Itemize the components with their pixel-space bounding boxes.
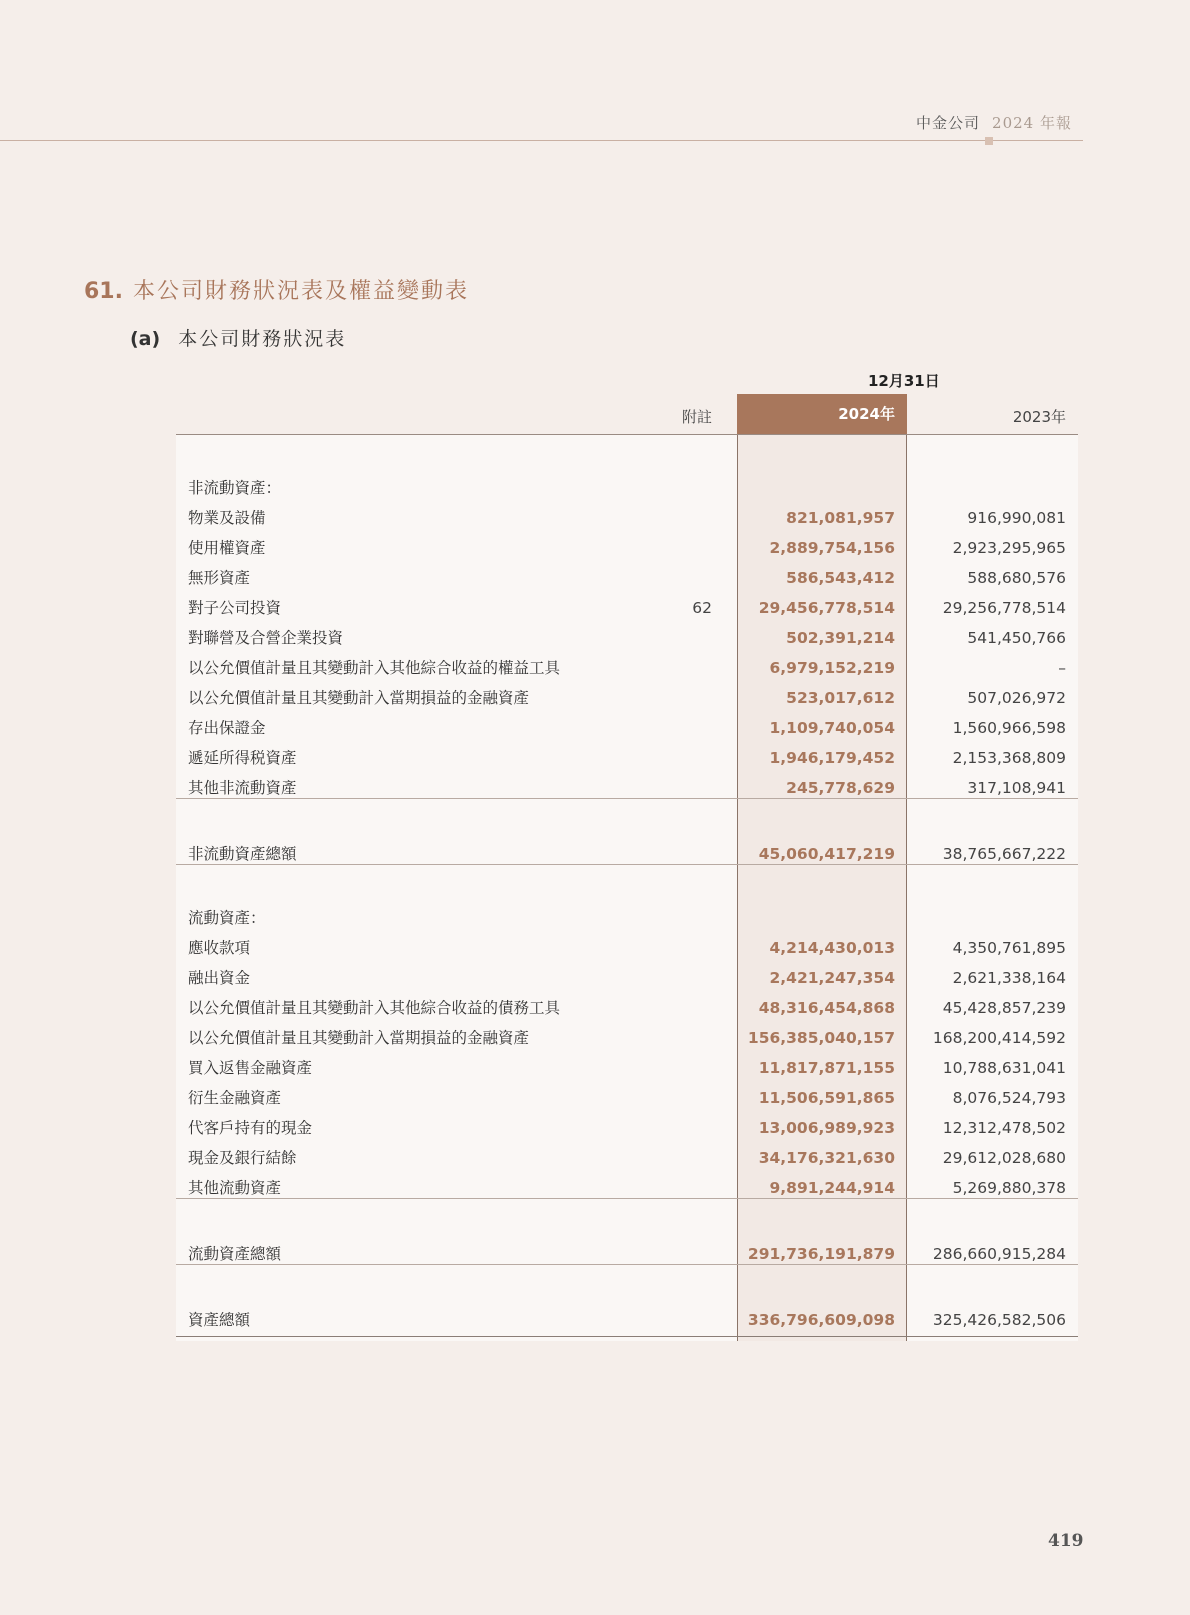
row-current: 291,736,191,879 [747, 1245, 895, 1263]
row-current: 821,081,957 [786, 509, 895, 527]
row-label: 對聯營及合營企業投資 [188, 629, 344, 647]
row-prior: 507,026,972 [967, 689, 1066, 707]
table-row [176, 1078, 1078, 1108]
row-prior: 5,269,880,378 [952, 1179, 1066, 1197]
row-label: 存出保證金 [188, 719, 266, 737]
row-current: 9,891,244,914 [769, 1179, 895, 1197]
row-current: 2,889,754,156 [769, 539, 895, 557]
section-title-text: 本公司財務狀況表及權益變動表 [132, 279, 469, 304]
row-prior: 168,200,414,592 [932, 1029, 1066, 1047]
row-label: 以公允價值計量且其變動計入其他綜合收益的權益工具 [188, 659, 561, 677]
row-prior: 541,450,766 [967, 629, 1066, 647]
table-row [176, 558, 1078, 588]
table-row [176, 618, 1078, 648]
row-prior: 12,312,478,502 [942, 1119, 1066, 1137]
noncurrent-heading: 非流動資產： [188, 479, 282, 497]
subtotal-row [176, 832, 1078, 864]
row-current: 502,391,214 [786, 629, 895, 647]
row-label: 使用權資產 [188, 539, 266, 557]
row-current: 586,543,412 [786, 569, 895, 587]
row-current: 48,316,454,868 [758, 999, 895, 1017]
row-label: 流動資產總額 [188, 1245, 282, 1263]
row-prior: 2,621,338,164 [952, 969, 1066, 987]
row-current: 4,214,430,013 [769, 939, 895, 957]
col-header-note: 附註 [681, 408, 712, 426]
table-row [176, 648, 1078, 678]
row-label: 非流動資產總額 [188, 845, 297, 863]
subsection-title-text: 本公司財務狀況表 [178, 328, 347, 350]
row-prior: 588,680,576 [967, 569, 1066, 587]
table-row [176, 588, 1078, 618]
row-prior: 325,426,582,506 [932, 1311, 1066, 1329]
table-row [176, 1138, 1078, 1168]
row-label: 代客戶持有的現金 [188, 1119, 313, 1137]
row-current: 156,385,040,157 [747, 1029, 895, 1047]
row-current: 336,796,609,098 [747, 1311, 895, 1329]
row-prior: 45,428,857,239 [942, 999, 1066, 1017]
subtotal-row [176, 1232, 1078, 1264]
row-prior: 38,765,667,222 [942, 845, 1066, 863]
row-prior: 29,612,028,680 [942, 1149, 1066, 1167]
page-number: 419 [1048, 1531, 1084, 1551]
row-label: 以公允價值計量且其變動計入當期損益的金融資產 [188, 1029, 530, 1047]
table-row [176, 928, 1078, 958]
row-prior: 1,560,966,598 [952, 719, 1066, 737]
header-marker [985, 137, 993, 145]
table-row [176, 708, 1078, 738]
table-row [176, 958, 1078, 988]
row-label: 對子公司投資 [188, 599, 282, 617]
subsection-label: (a) [130, 328, 161, 350]
table-row [176, 1018, 1078, 1048]
row-prior: 8,076,524,793 [952, 1089, 1066, 1107]
row-current: 34,176,321,630 [758, 1149, 895, 1167]
row-label: 其他流動資產 [188, 1179, 282, 1197]
grand-total-row [176, 1298, 1078, 1330]
table-row [176, 1048, 1078, 1078]
subsection-title [130, 324, 346, 351]
date-label: 12月31日 [868, 372, 940, 390]
row-label: 融出資金 [188, 969, 251, 987]
row-current: 13,006,989,923 [758, 1119, 895, 1137]
row-current: 2,421,247,354 [769, 969, 895, 987]
header-report: 2024 年報 [992, 114, 1072, 132]
row-label: 以公允價值計量且其變動計入當期損益的金融資產 [188, 689, 530, 707]
section-heading-row [176, 468, 1078, 498]
row-current: 45,060,417,219 [758, 845, 895, 863]
section-heading-row [176, 898, 1078, 928]
table-row [176, 768, 1078, 798]
table-row [176, 528, 1078, 558]
row-prior: 286,660,915,284 [932, 1245, 1066, 1263]
row-current: 1,109,740,054 [769, 719, 895, 737]
row-prior: 2,153,368,809 [952, 749, 1066, 767]
row-label: 其他非流動資產 [188, 779, 297, 797]
row-note: 62 [692, 599, 712, 617]
row-label: 無形資產 [188, 569, 251, 587]
table-row [176, 738, 1078, 768]
row-prior: 4,350,761,895 [952, 939, 1066, 957]
row-label: 買入返售金融資產 [188, 1059, 313, 1077]
row-current: 523,017,612 [786, 689, 895, 707]
table-row [176, 678, 1078, 708]
row-label: 衍生金融資產 [188, 1089, 282, 1107]
row-prior: 916,990,081 [967, 509, 1066, 527]
row-current: 11,506,591,865 [758, 1089, 895, 1107]
row-current: 11,817,871,155 [758, 1059, 895, 1077]
table-row [176, 498, 1078, 528]
col-header-prior: 2023年 [1012, 408, 1066, 426]
row-prior: 29,256,778,514 [942, 599, 1066, 617]
section-title [84, 274, 469, 305]
current-heading: 流動資產： [188, 909, 266, 927]
table-row [176, 1168, 1078, 1198]
row-label: 應收款項 [188, 939, 251, 957]
table-row [176, 988, 1078, 1018]
row-prior: 10,788,631,041 [942, 1059, 1066, 1077]
row-current: 245,778,629 [786, 779, 895, 797]
col-header-current: 2024年 [737, 394, 907, 434]
row-prior: – [1058, 659, 1066, 677]
table-bottom-rule [176, 1336, 1078, 1337]
row-current: 1,946,179,452 [769, 749, 895, 767]
row-prior: 2,923,295,965 [952, 539, 1066, 557]
row-label: 現金及銀行結餘 [188, 1149, 297, 1167]
row-label: 以公允價值計量且其變動計入其他綜合收益的債務工具 [188, 999, 561, 1017]
row-label: 物業及設備 [188, 509, 266, 527]
row-prior: 317,108,941 [967, 779, 1066, 797]
table-row [176, 1108, 1078, 1138]
row-label: 資產總額 [188, 1311, 251, 1329]
section-number: 61. [84, 279, 123, 304]
row-label: 遞延所得税資產 [188, 749, 297, 767]
row-current: 6,979,152,219 [769, 659, 895, 677]
header-company: 中金公司 [916, 114, 981, 132]
header-rule [0, 140, 1083, 141]
balance-sheet-table [176, 435, 1078, 1337]
row-current: 29,456,778,514 [758, 599, 895, 617]
running-header [916, 112, 1072, 133]
